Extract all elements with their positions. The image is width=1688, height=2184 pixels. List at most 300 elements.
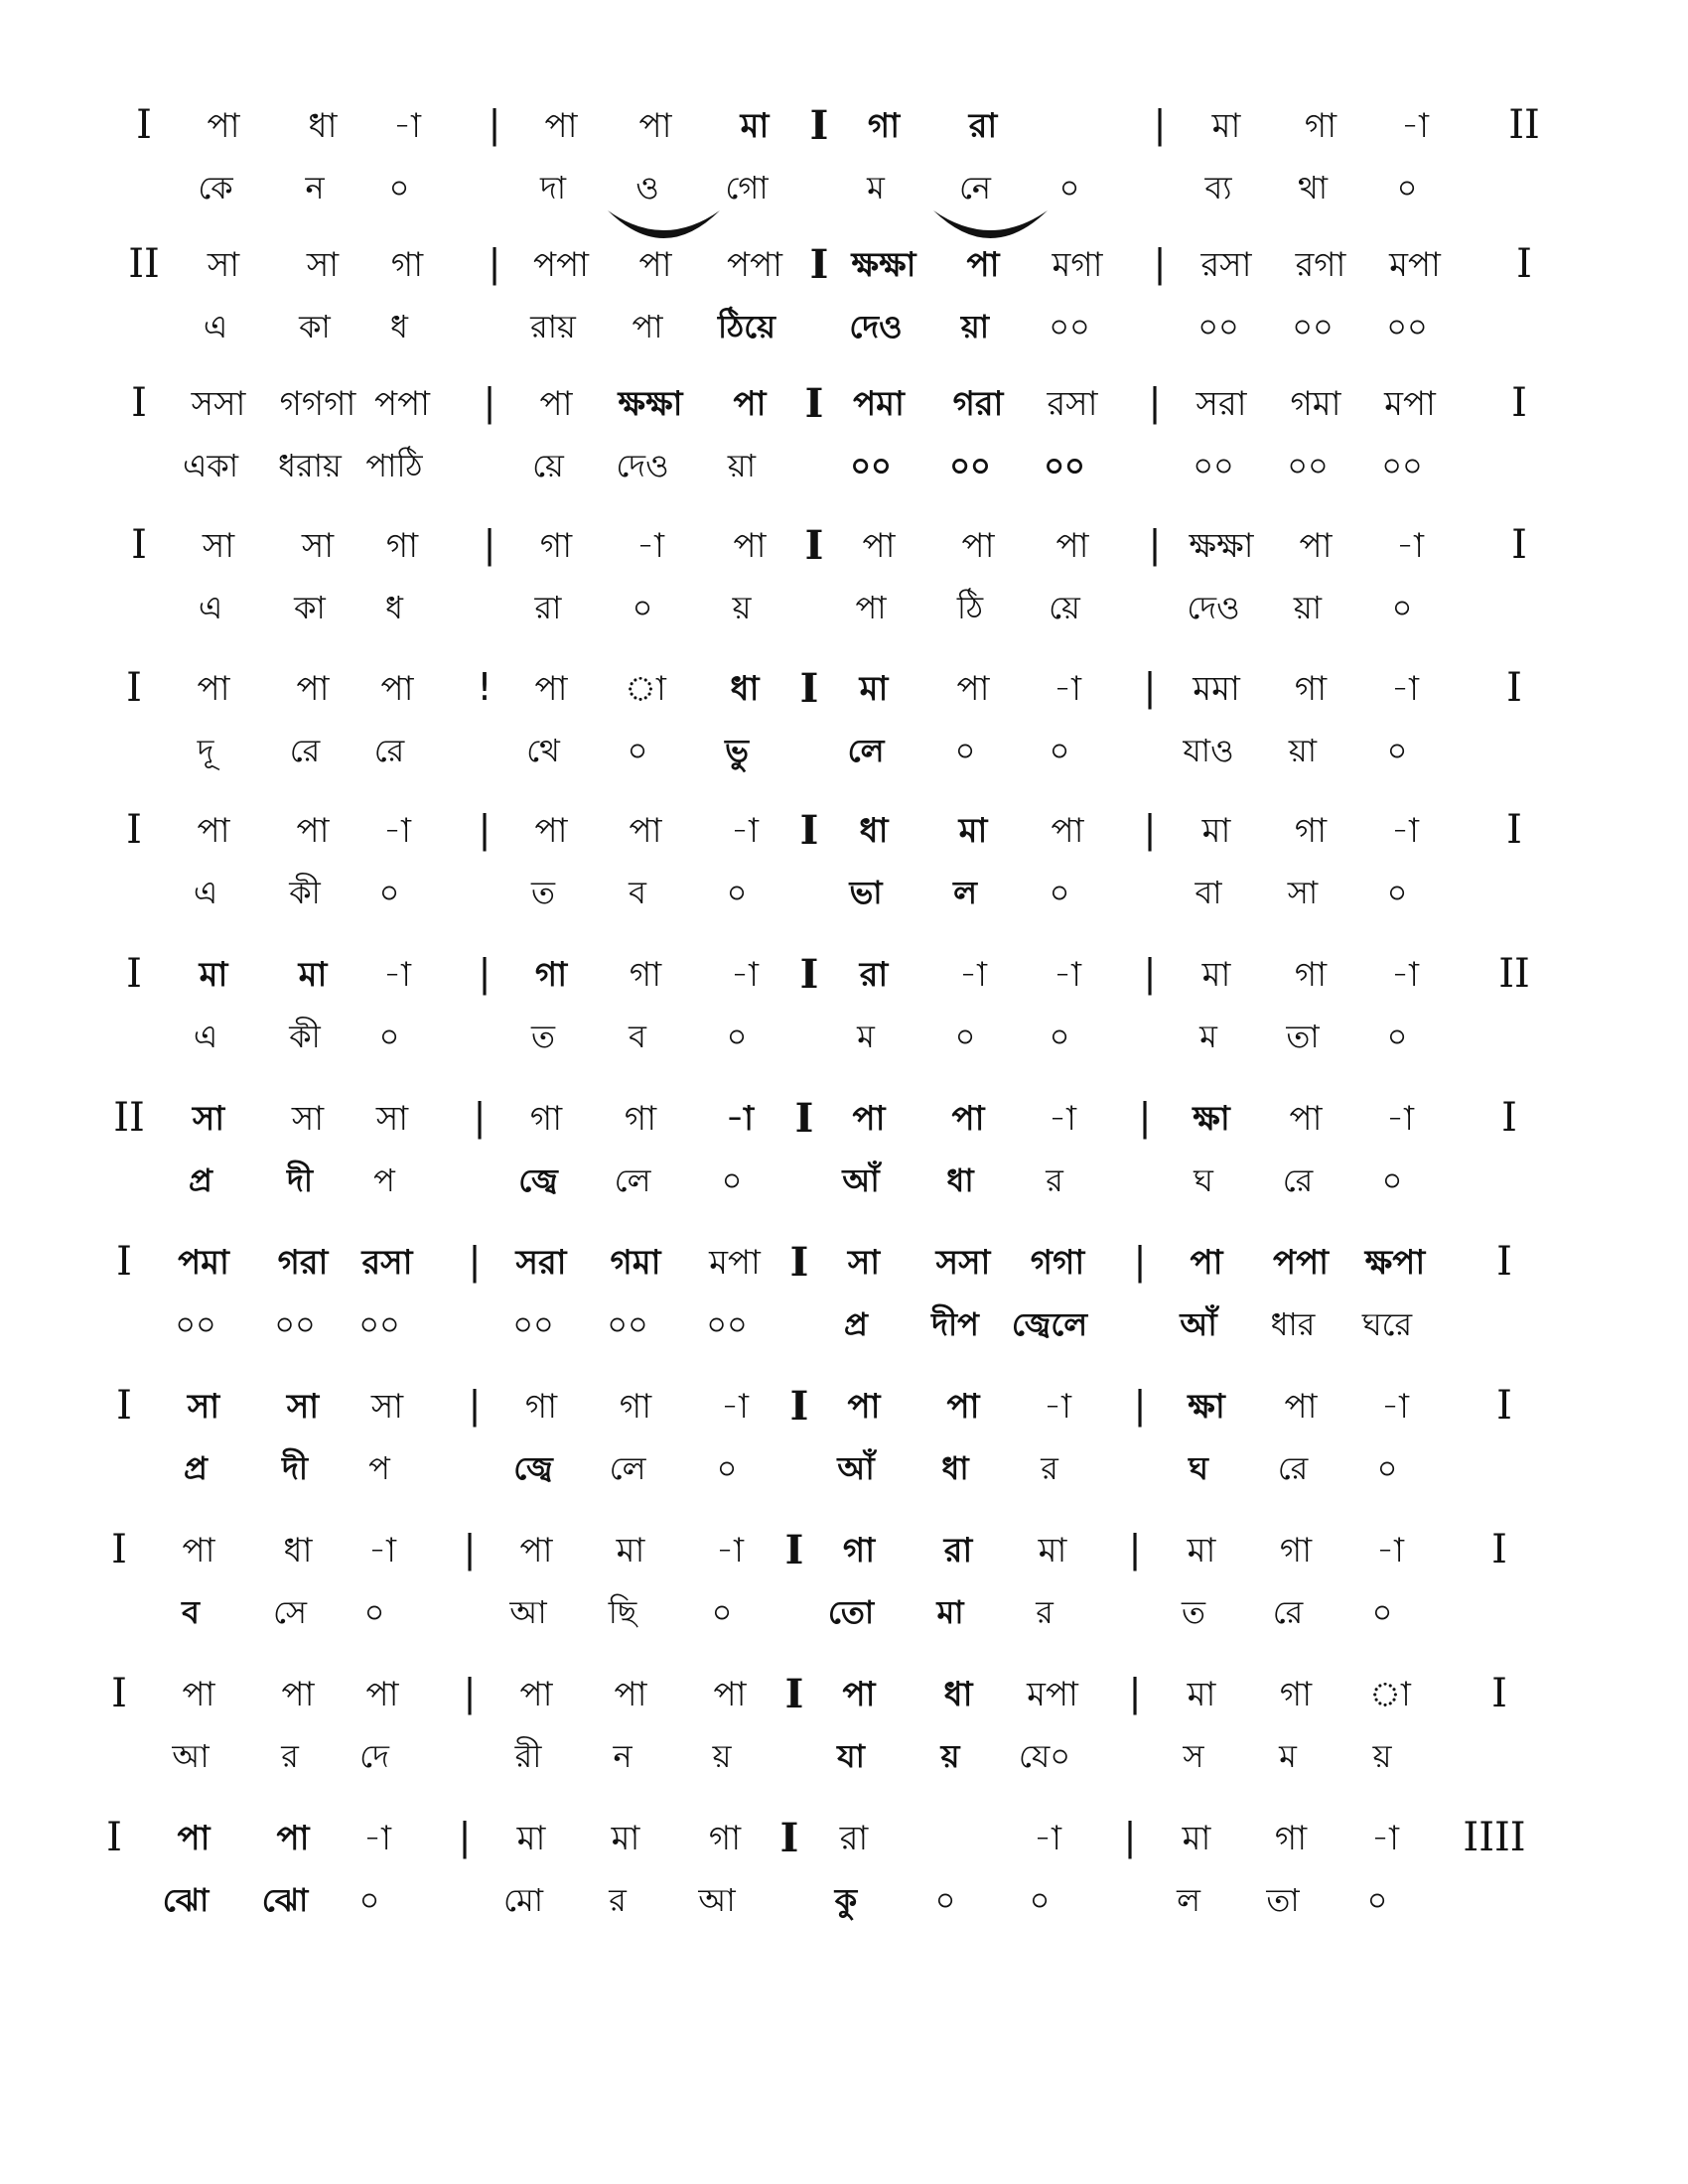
lyric-syllable: ০ bbox=[954, 732, 976, 769]
swara-note: পা bbox=[713, 1675, 747, 1714]
lyric-syllable: রায় bbox=[530, 308, 576, 345]
swara-note: মা bbox=[740, 106, 770, 146]
lyric-syllable: আ bbox=[509, 1593, 547, 1631]
lyric-syllable: ঠি bbox=[956, 589, 984, 626]
lyric-syllable: ০ bbox=[711, 1593, 733, 1631]
swara-note: গা bbox=[534, 955, 568, 995]
barline: I bbox=[799, 807, 819, 854]
barline: I bbox=[116, 1239, 132, 1285]
swara-note: মা bbox=[1211, 106, 1241, 146]
swara-note: -া bbox=[636, 526, 664, 566]
swara-note: পা bbox=[281, 1675, 315, 1714]
lyric-syllable: ব bbox=[182, 1593, 200, 1631]
barline: | bbox=[468, 1239, 482, 1283]
lyric-syllable: র bbox=[1036, 1593, 1054, 1631]
swara-note: রগা bbox=[1295, 245, 1346, 285]
barline: | bbox=[1143, 807, 1157, 851]
lyric-syllable: য়া bbox=[1293, 589, 1323, 626]
swara-note: রা bbox=[859, 955, 889, 995]
swara-note: রা bbox=[968, 106, 998, 146]
swara-note: গা bbox=[1279, 1675, 1313, 1714]
lyric-syllable: ০০ bbox=[175, 1305, 216, 1343]
lyric-syllable: আঁ bbox=[837, 1449, 875, 1487]
lyric-syllable: যাও bbox=[1183, 732, 1234, 769]
swara-note: মা bbox=[616, 1531, 645, 1570]
swara-note: রসা bbox=[1047, 384, 1098, 424]
lyric-syllable: য় bbox=[712, 1737, 732, 1775]
barline: | bbox=[1143, 951, 1157, 995]
barline: II bbox=[113, 1095, 145, 1141]
swara-note: পা bbox=[862, 526, 896, 566]
swara-note: -া bbox=[1401, 106, 1429, 146]
lyric-syllable: ঝো bbox=[162, 1881, 210, 1919]
swara-note: সা bbox=[187, 1387, 220, 1427]
swara-note: -া bbox=[368, 1531, 396, 1570]
swara-note: পা bbox=[1055, 526, 1089, 566]
lyric-syllable: কু bbox=[834, 1881, 858, 1919]
swara-note: মা bbox=[958, 811, 988, 851]
lyric-syllable: য় bbox=[940, 1737, 960, 1775]
lyric-syllable: ০ bbox=[1049, 732, 1070, 769]
barline: | bbox=[488, 102, 501, 146]
barline: | bbox=[1128, 1671, 1142, 1714]
meend-arc bbox=[933, 210, 1048, 238]
swara-note: গা bbox=[1294, 669, 1328, 709]
swara-note: রা bbox=[839, 1819, 869, 1858]
lyric-syllable: ঘ bbox=[1194, 1161, 1213, 1199]
swara-note: সা bbox=[202, 526, 235, 566]
lyric-syllable: য়া bbox=[1288, 732, 1318, 769]
swara-note: পা bbox=[961, 526, 995, 566]
lyric-syllable: ০ bbox=[1386, 1018, 1408, 1055]
swara-note: -া bbox=[1034, 1819, 1061, 1858]
swara-note: মা bbox=[1187, 1675, 1216, 1714]
lyric-syllable: সা bbox=[1287, 874, 1319, 911]
lyric-syllable: যা bbox=[837, 1737, 865, 1775]
lyric-syllable: বা bbox=[1195, 874, 1222, 911]
barline: I bbox=[789, 1239, 809, 1286]
lyric-syllable: ধার bbox=[1270, 1305, 1316, 1343]
swara-note: পা bbox=[638, 106, 672, 146]
lyric-syllable: দী bbox=[287, 1161, 313, 1199]
lyric-syllable: ঘরে bbox=[1361, 1305, 1413, 1343]
swara-note: -া bbox=[1391, 669, 1419, 709]
barline: | bbox=[1138, 1095, 1152, 1139]
swara-note: গা bbox=[529, 1099, 563, 1139]
swara-note: সা bbox=[370, 1387, 404, 1427]
barline: I bbox=[131, 522, 147, 568]
barline: II bbox=[1498, 951, 1530, 997]
meend-arc bbox=[608, 210, 720, 238]
lyric-syllable: ম bbox=[1199, 1018, 1217, 1055]
lyric-syllable: ন bbox=[305, 169, 325, 206]
lyric-syllable: পাঠি bbox=[365, 447, 423, 484]
barline: II bbox=[1508, 102, 1540, 148]
swara-note: গা bbox=[619, 1387, 652, 1427]
swara-note: মপা bbox=[1027, 1675, 1078, 1714]
swara-note: মপা bbox=[709, 1243, 761, 1283]
swara-note: মা bbox=[611, 1819, 640, 1858]
swara-note: পা bbox=[1284, 1387, 1318, 1427]
notation-row bbox=[0, 657, 1688, 806]
lyric-syllable: কী bbox=[289, 1018, 321, 1055]
barline: I bbox=[111, 1527, 127, 1572]
lyric-syllable: সে bbox=[272, 1593, 308, 1631]
swara-note: গা bbox=[629, 955, 662, 995]
lyric-syllable: ধা bbox=[946, 1161, 974, 1199]
swara-note: গা bbox=[1279, 1531, 1313, 1570]
lyric-syllable: য়ে bbox=[1049, 589, 1080, 626]
lyric-syllable: থে bbox=[526, 732, 560, 769]
barline: | bbox=[463, 1527, 477, 1570]
meend-slurs bbox=[0, 0, 1688, 298]
swara-note: রসা bbox=[1200, 245, 1252, 285]
lyric-syllable: ০ bbox=[363, 1593, 385, 1631]
lyric-syllable: রে bbox=[373, 732, 405, 769]
swara-note: পমা bbox=[178, 1243, 229, 1283]
barline: | bbox=[463, 1671, 477, 1714]
lyric-syllable: ০০ bbox=[1197, 308, 1239, 345]
lyric-syllable: ঘ bbox=[1189, 1449, 1208, 1487]
notation-row bbox=[0, 1375, 1688, 1524]
swara-note: মা bbox=[516, 1819, 546, 1858]
lyric-syllable: ০ bbox=[726, 874, 748, 911]
swara-note: -া bbox=[726, 1099, 754, 1139]
lyric-syllable: কে bbox=[198, 169, 233, 206]
lyric-syllable: থা bbox=[1297, 169, 1329, 206]
lyric-syllable: মো bbox=[502, 1881, 544, 1919]
lyric-syllable: ০০ bbox=[1193, 447, 1234, 484]
barline: | bbox=[483, 380, 496, 424]
swara-note: পপা bbox=[1272, 1243, 1330, 1283]
barline: | bbox=[1133, 1383, 1147, 1427]
barline: | bbox=[1148, 522, 1162, 566]
swara-note: মা bbox=[1187, 1531, 1216, 1570]
lyric-syllable: কা bbox=[299, 308, 331, 345]
swara-note: ক্ষপা bbox=[1364, 1243, 1426, 1283]
barline: I bbox=[1496, 1239, 1512, 1285]
lyric-syllable: ছি bbox=[608, 1593, 637, 1631]
lyric-syllable: ০ bbox=[1396, 169, 1418, 206]
swara-note: -া bbox=[1044, 1387, 1071, 1427]
swara-note: পা bbox=[638, 245, 672, 285]
lyric-syllable: ০ bbox=[716, 1449, 738, 1487]
swara-note: পা bbox=[733, 526, 767, 566]
lyric-syllable: লে bbox=[614, 1161, 651, 1199]
lyric-syllable: রে bbox=[1277, 1449, 1309, 1487]
swara-note: পা bbox=[614, 1675, 647, 1714]
lyric-syllable: জ্বে bbox=[518, 1161, 558, 1199]
swara-note: -া bbox=[1049, 1099, 1076, 1139]
lyric-syllable: তো bbox=[827, 1593, 875, 1631]
barline: | bbox=[458, 1815, 472, 1858]
lyric-syllable: ০ bbox=[1049, 874, 1070, 911]
swara-note: পা bbox=[177, 1819, 211, 1858]
lyric-syllable: ০০ bbox=[1287, 447, 1329, 484]
swara-note: মা bbox=[1038, 1531, 1067, 1570]
lyric-syllable: কী bbox=[289, 874, 321, 911]
lyric-syllable: কা bbox=[294, 589, 326, 626]
swara-note: গরা bbox=[277, 1243, 329, 1283]
lyric-syllable: ভু bbox=[725, 732, 749, 769]
lyric-syllable: ০০ bbox=[850, 447, 892, 484]
barline: I bbox=[809, 241, 829, 288]
swara-note: সা bbox=[291, 1099, 325, 1139]
swara-note: পা bbox=[852, 1099, 886, 1139]
swara-note: পা bbox=[544, 106, 578, 146]
swara-note: -া bbox=[1391, 955, 1419, 995]
swara-note: মা bbox=[298, 955, 328, 995]
barline: I bbox=[116, 1383, 132, 1429]
notation-row bbox=[0, 799, 1688, 948]
swara-note: পা bbox=[966, 245, 1000, 285]
barline: | bbox=[1148, 380, 1162, 424]
lyric-syllable: য়া bbox=[960, 308, 990, 345]
lyric-syllable: স bbox=[1183, 1737, 1204, 1775]
lyric-syllable: ধা bbox=[941, 1449, 969, 1487]
barline: I bbox=[784, 1527, 804, 1573]
lyric-syllable: ০০ bbox=[358, 1305, 400, 1343]
swara-note: গরা bbox=[952, 384, 1004, 424]
barline: I bbox=[126, 807, 142, 853]
swara-note: পপা bbox=[373, 384, 431, 424]
swara-note: পা bbox=[296, 669, 330, 709]
swara-note: পা bbox=[182, 1531, 215, 1570]
lyric-syllable: য়ে bbox=[532, 447, 564, 484]
lyric-syllable: ল bbox=[953, 874, 977, 911]
lyric-syllable: ধ bbox=[390, 308, 408, 345]
barline: I bbox=[1511, 380, 1527, 426]
lyric-syllable: ০ bbox=[954, 1018, 976, 1055]
swara-note: সা bbox=[847, 1243, 881, 1283]
barline: | bbox=[478, 807, 492, 851]
swara-note: গা bbox=[539, 526, 573, 566]
swara-note: গা bbox=[1274, 1819, 1308, 1858]
swara-note: পা bbox=[365, 1675, 399, 1714]
barline: | bbox=[473, 1095, 487, 1139]
swara-note: রসা bbox=[361, 1243, 413, 1283]
lyric-syllable: ০ bbox=[1366, 1881, 1388, 1919]
swara-note: গগা bbox=[1030, 1243, 1085, 1283]
swara-note: গা bbox=[524, 1387, 558, 1427]
lyric-syllable: রা bbox=[534, 589, 562, 626]
lyric-syllable: ০০ bbox=[1049, 308, 1090, 345]
barline: I bbox=[799, 665, 819, 712]
swara-note: মা bbox=[859, 669, 889, 709]
swara-note: পা bbox=[197, 811, 230, 851]
lyric-syllable: ০ bbox=[1391, 589, 1413, 626]
lyric-syllable: প bbox=[373, 1161, 395, 1199]
lyric-syllable: ০ bbox=[378, 1018, 400, 1055]
swara-note: গা bbox=[385, 526, 419, 566]
barline: | bbox=[1143, 665, 1157, 709]
swara-note: পা bbox=[519, 1675, 553, 1714]
swara-note: া bbox=[1369, 1675, 1411, 1714]
barline: | bbox=[1123, 1815, 1137, 1858]
swara-note: -া bbox=[1054, 955, 1081, 995]
notation-row bbox=[0, 1087, 1688, 1236]
lyric-syllable: ০ bbox=[934, 1881, 956, 1919]
swara-note: ধা bbox=[308, 106, 338, 146]
swara-note: -া bbox=[959, 955, 987, 995]
lyric-syllable: আঁ bbox=[842, 1161, 880, 1199]
lyric-syllable: ০ bbox=[1058, 169, 1080, 206]
swara-note: গা bbox=[708, 1819, 742, 1858]
swara-note: ধা bbox=[859, 811, 889, 851]
swara-note: -া bbox=[731, 955, 759, 995]
barline: | bbox=[488, 241, 501, 285]
swara-note: -া bbox=[1381, 1387, 1409, 1427]
swara-note: পা bbox=[946, 1387, 980, 1427]
lyric-syllable: ০০ bbox=[1044, 447, 1085, 484]
swara-note: পা bbox=[182, 1675, 215, 1714]
notation-row bbox=[0, 514, 1688, 663]
barline: I bbox=[789, 1383, 809, 1430]
lyric-syllable: ত bbox=[530, 1018, 556, 1055]
swara-note: -া bbox=[1376, 1531, 1404, 1570]
swara-note: পপা bbox=[726, 245, 783, 285]
lyric-syllable: ০০ bbox=[949, 447, 991, 484]
lyric-syllable: ০০ bbox=[512, 1305, 554, 1343]
barline: | bbox=[478, 951, 492, 995]
notation-row bbox=[0, 1519, 1688, 1668]
swara-note: ক্ষা bbox=[1193, 1099, 1230, 1139]
swara-note: -া bbox=[393, 106, 421, 146]
notation-row bbox=[0, 372, 1688, 521]
barline: I bbox=[1501, 1095, 1517, 1141]
lyric-syllable: একা bbox=[182, 447, 239, 484]
notation-row bbox=[0, 943, 1688, 1092]
lyric-syllable: র bbox=[1046, 1161, 1063, 1199]
barline: | bbox=[483, 522, 496, 566]
swara-note: পা bbox=[842, 1675, 876, 1714]
swara-note: সা bbox=[286, 1387, 320, 1427]
barline: | bbox=[468, 1383, 482, 1427]
lyric-syllable: প্র bbox=[844, 1305, 868, 1343]
lyric-syllable: ০ bbox=[1376, 1449, 1398, 1487]
swara-note: গমা bbox=[1290, 384, 1341, 424]
lyric-syllable: ০ bbox=[378, 874, 400, 911]
lyric-syllable: লে bbox=[609, 1449, 646, 1487]
lyric-syllable: জ্বেলে bbox=[1011, 1305, 1088, 1343]
swara-note: ধা bbox=[943, 1675, 973, 1714]
barline: I bbox=[799, 951, 819, 998]
swara-note: পা bbox=[733, 384, 767, 424]
swara-note: -া bbox=[1371, 1819, 1399, 1858]
swara-note: পা bbox=[539, 384, 573, 424]
swara-note: সা bbox=[207, 245, 240, 285]
swara-note: -া bbox=[1396, 526, 1424, 566]
lyric-syllable: ০০ bbox=[706, 1305, 748, 1343]
swara-note: সা bbox=[301, 526, 335, 566]
lyric-syllable: ঝো bbox=[261, 1881, 309, 1919]
lyric-syllable: নে bbox=[958, 169, 992, 206]
lyric-syllable: ত bbox=[1181, 1593, 1206, 1631]
barline: I bbox=[779, 1815, 799, 1861]
swara-note: সরা bbox=[1196, 384, 1247, 424]
swara-note: সসা bbox=[935, 1243, 991, 1283]
swara-note: মা bbox=[1182, 1819, 1211, 1858]
barline: II bbox=[128, 241, 160, 287]
swara-note: সা bbox=[306, 245, 340, 285]
lyric-syllable: য়া bbox=[727, 447, 757, 484]
lyric-syllable: দেও bbox=[849, 308, 903, 345]
swara-note: সা bbox=[375, 1099, 409, 1139]
barline: ! bbox=[477, 665, 492, 709]
barline: IIII bbox=[1463, 1815, 1526, 1860]
swara-note: পা bbox=[296, 811, 330, 851]
swara-note: -া bbox=[716, 1531, 744, 1570]
notation-row bbox=[0, 1663, 1688, 1812]
swara-note: -া bbox=[721, 1387, 749, 1427]
lyric-syllable: র bbox=[1041, 1449, 1058, 1487]
lyric-syllable: ও bbox=[635, 169, 659, 206]
barline: I bbox=[1506, 807, 1522, 853]
lyric-syllable: ০ bbox=[1371, 1593, 1393, 1631]
lyric-syllable: আ bbox=[172, 1737, 210, 1775]
swara-note: মা bbox=[1201, 955, 1231, 995]
barline: I bbox=[1511, 522, 1527, 568]
lyric-syllable: এ bbox=[198, 589, 223, 626]
swara-note: পা bbox=[847, 1387, 881, 1427]
swara-note: গা bbox=[1304, 106, 1337, 146]
lyric-syllable: মা bbox=[936, 1593, 964, 1631]
lyric-syllable: র bbox=[281, 1737, 299, 1775]
lyric-syllable: গো bbox=[725, 169, 769, 206]
lyric-syllable: ০০ bbox=[1386, 308, 1428, 345]
lyric-syllable: ০ bbox=[721, 1161, 743, 1199]
lyric-syllable: এ bbox=[193, 874, 218, 911]
lyric-syllable: জ্বে bbox=[513, 1449, 553, 1487]
lyric-syllable: ০ bbox=[1029, 1881, 1051, 1919]
swara-note: মগা bbox=[1052, 245, 1103, 285]
lyric-syllable: পা bbox=[632, 308, 663, 345]
swara-note: পা bbox=[519, 1531, 553, 1570]
swara-note: সা bbox=[192, 1099, 225, 1139]
barline: I bbox=[794, 1095, 814, 1142]
lyric-syllable: ভা bbox=[849, 874, 883, 911]
swara-note: -া bbox=[731, 811, 759, 851]
swara-note: পা bbox=[1051, 811, 1084, 851]
swara-note: গা bbox=[867, 106, 901, 146]
lyric-syllable: এ bbox=[193, 1018, 218, 1055]
swara-note: মা bbox=[1201, 811, 1231, 851]
barline: I bbox=[1491, 1671, 1507, 1716]
barline: I bbox=[1491, 1527, 1507, 1572]
lyric-syllable: দেও bbox=[616, 447, 669, 484]
swara-note: পমা bbox=[853, 384, 905, 424]
lyric-syllable: ম bbox=[857, 1018, 875, 1055]
swara-note: গা bbox=[1294, 811, 1328, 851]
swara-note: পা bbox=[1299, 526, 1333, 566]
lyric-syllable: রে bbox=[1272, 1593, 1304, 1631]
barline: | bbox=[1153, 102, 1167, 146]
lyric-syllable: আ bbox=[698, 1881, 736, 1919]
swara-note: সরা bbox=[515, 1243, 567, 1283]
swara-note: মা bbox=[199, 955, 228, 995]
swara-note: গগগা bbox=[279, 384, 356, 424]
swara-note: গমা bbox=[610, 1243, 661, 1283]
swara-note: -া bbox=[363, 1819, 391, 1858]
barline: I bbox=[126, 665, 142, 711]
lyric-syllable: পা bbox=[855, 589, 887, 626]
lyric-syllable: ০ bbox=[1386, 732, 1408, 769]
lyric-syllable: দেও bbox=[1187, 589, 1240, 626]
lyric-syllable: প্র bbox=[184, 1449, 208, 1487]
swara-note: -া bbox=[383, 811, 411, 851]
swara-note: গা bbox=[624, 1099, 657, 1139]
barline: I bbox=[126, 951, 142, 997]
